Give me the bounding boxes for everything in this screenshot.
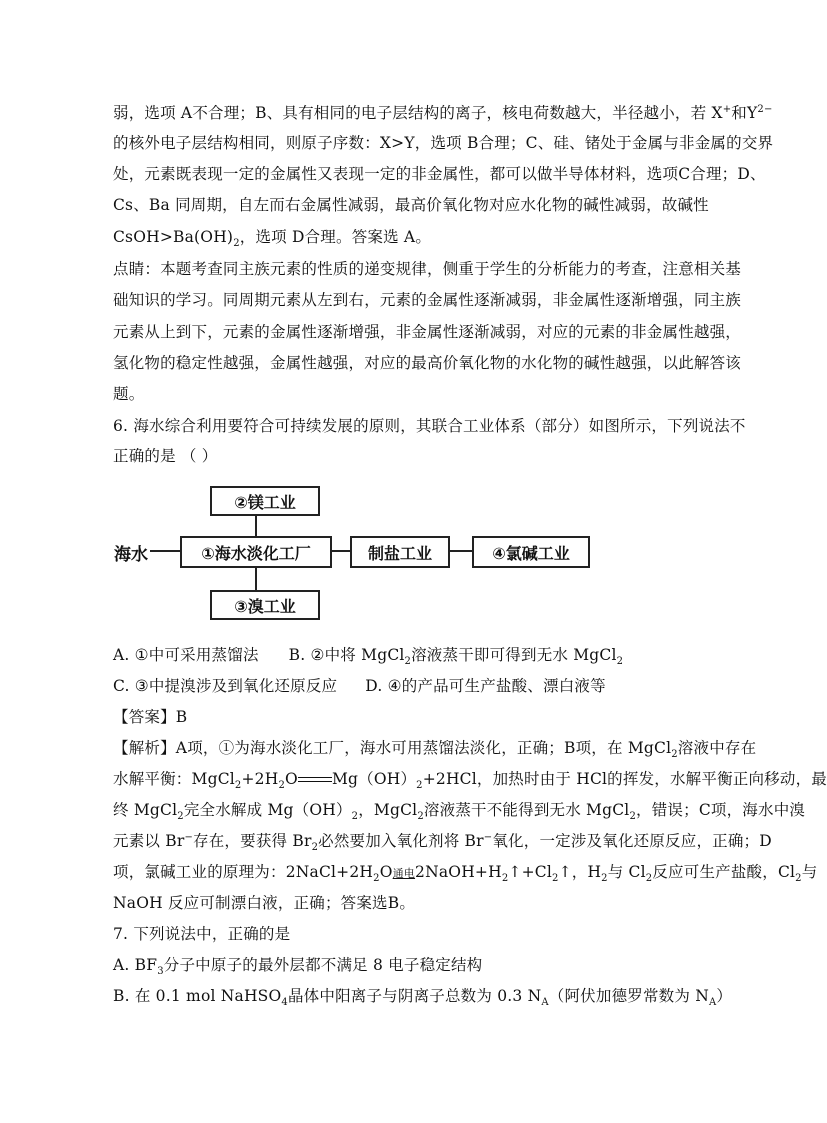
text-line-8: 元素从上到下，元素的金属性逐渐增强，非金属性逐渐减弱，对应的元素的非金属性越强， bbox=[113, 323, 742, 341]
question-6-line-1: 6. 海水综合利用要符合可持续发展的原则，其联合工业体系（部分）如图所示，下列说法不 bbox=[113, 417, 746, 435]
salt-industry-box: 制盐工业 bbox=[350, 536, 450, 568]
text-line-6: 点睛：本题考查同主族元素的性质的递变规律，侧重于学生的分析能力的考查，注意相关基 bbox=[113, 260, 742, 278]
connector-line bbox=[255, 514, 257, 536]
explanation-line-1: 【解析】A项，①为海水淡化工厂，海水可用蒸馏法淡化，正确；B项，在 MgCl$_2$溶液中存在 bbox=[113, 739, 757, 761]
seawater-label: 海水 bbox=[114, 545, 148, 565]
industry-flow-diagram bbox=[110, 478, 610, 624]
desalination-plant-box: ①海水淡化工厂 bbox=[180, 536, 332, 568]
question-7-option-a: A. $BF_3$分子中原子的最外层都不满足 8 电子稳定结构 bbox=[113, 956, 483, 978]
magnesium-industry-box: ②镁工业 bbox=[210, 486, 320, 516]
connector-line bbox=[255, 566, 257, 590]
reaction-condition: 通电 bbox=[392, 867, 416, 880]
text-line-5: $CsOH>Ba(OH)_2$，选项 D合理。答案选 A。 bbox=[113, 228, 432, 250]
explanation-line-4: 元素以 Br−存在，要获得 $Br_2$必然要加入氧化剂将 Br−氧化，一定涉及氧化还原反应，正确；D bbox=[113, 831, 772, 854]
text-line-3: 处，元素既表现一定的金属性又表现一定的非金属性，都可以做半导体材料，选项C合理；D、 bbox=[113, 165, 766, 183]
connector-line bbox=[448, 550, 472, 552]
text-line-7: 础知识的学习。同周期元素从左到右，元素的金属性逐渐减弱，非金属性逐渐增强，同主族 bbox=[113, 291, 742, 309]
explanation-line-5: 项，氯碱工业的原理为：$2NaCl+2H_2O$通电$2NaOH+H_2↑+Cl_2↑$，$H_2$与 $Cl_2$反应可生产盐酸，$Cl_2$与 bbox=[113, 863, 818, 885]
question-7-option-b: B. 在 0.1 mol NaHSO$_4$晶体中阳离子与阴离子总数为 0.3 $N_A$（阿伏加德罗常数为 $N_A$） bbox=[113, 987, 733, 1009]
option-row-ab: A. ①中可采用蒸馏法 B. ②中将 MgCl$_2$溶液蒸干即可得到无水 MgCl$_2$ bbox=[113, 646, 624, 668]
question-7-title: 7. 下列说法中，正确的是 bbox=[113, 925, 291, 943]
connector-line bbox=[330, 550, 350, 552]
explanation-line-2: 水解平衡：$MgCl_2+2H_2O$ $Mg(OH)_2+2HCl$，加热时由于 HCl的挥发，水解平衡正向移动，最 bbox=[113, 770, 827, 792]
option-row-cd: C. ③中提溴涉及到氧化还原反应 D. ④的产品可生产盐酸、漂白液等 bbox=[113, 677, 606, 695]
equilibrium-arrow bbox=[298, 775, 332, 785]
explanation-line-3: 终 MgCl$_2$完全水解成 $Mg(OH)_2$，MgCl$_2$溶液蒸干不能得到无水 MgCl$_2$，错误；C项，海水中溴 bbox=[113, 801, 806, 823]
chlor-alkali-industry-box: ④氯碱工业 bbox=[472, 536, 590, 568]
text-line-2: 的核外电子层结构相同，则原子序数：X>Y，选项 B合理；C、硅、锗处于金属与非金属的交界 bbox=[113, 134, 774, 152]
bromine-industry-box: ③溴工业 bbox=[210, 590, 320, 620]
connector-line bbox=[150, 550, 180, 552]
question-6-line-2: 正确的是 （ ） bbox=[113, 447, 218, 465]
text-line-9: 氢化物的稳定性越强，金属性越强，对应的最高价氧化物的水化物的碱性越强，以此解答该 bbox=[113, 354, 742, 372]
answer-label: 【答案】B bbox=[113, 708, 188, 726]
text-line-1: 弱，选项 A不合理；B、具有相同的电子层结构的离子，核电荷数越大，半径越小，若 X+和$Y^{2-}$ bbox=[113, 103, 773, 122]
text-line-10: 题。 bbox=[113, 385, 145, 403]
explanation-line-6: NaOH 反应可制漂白液，正确；答案选B。 bbox=[113, 894, 416, 912]
text-line-4: Cs、Ba 同周期，自左而右金属性减弱，最高价氧化物对应水化物的碱性减弱，故碱性 bbox=[113, 196, 709, 214]
